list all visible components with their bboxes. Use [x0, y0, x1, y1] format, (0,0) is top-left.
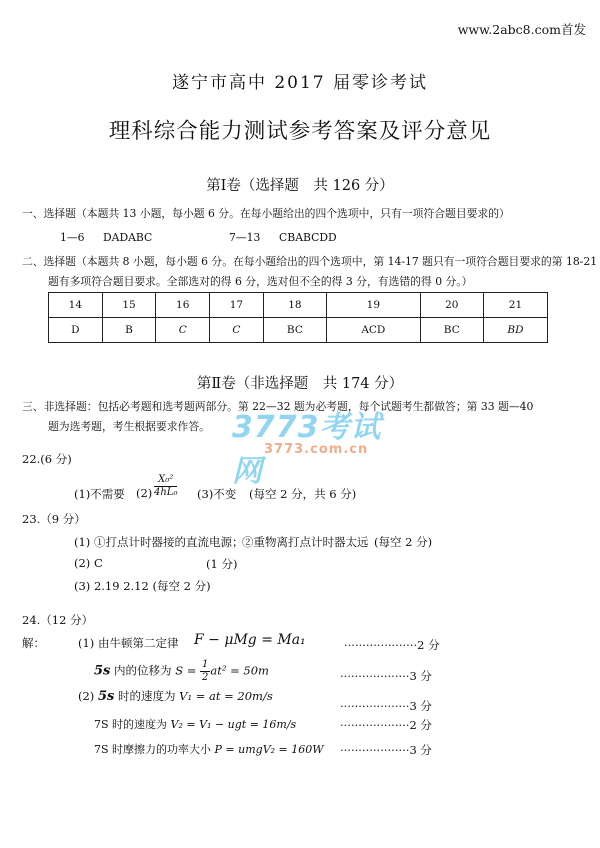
- table-cell: ACD: [327, 318, 421, 343]
- q24-step4-score: ···················2 分: [340, 718, 432, 732]
- q24-step3-eq: V₁ = at = 20m/s: [179, 689, 273, 703]
- q2-intro-line1: 二、选择题（本题共 8 小题，每小题 6 分。在每小题给出的四个选项中，第 14-17 题只有一项符合题目要求的第 18-21: [22, 255, 598, 268]
- table-cell: 15: [102, 293, 156, 318]
- q24-step2-text: 内的位移为: [110, 663, 176, 678]
- q22-answer-3: (3)不变: [197, 487, 237, 501]
- exam-title: 遂宁市高中 2017 届零诊考试: [171, 73, 429, 93]
- table-cell: 21: [483, 293, 547, 318]
- table-cell: BC: [420, 318, 483, 343]
- part1-heading: 第Ⅰ卷（选择题 共 126 分）: [206, 178, 394, 194]
- q24-step5: [94, 741, 324, 757]
- part2-heading: 第Ⅱ卷（非选择题 共 174 分）: [196, 376, 404, 392]
- q24-step2-score: ···················3 分: [340, 669, 432, 683]
- table-cell: 17: [210, 293, 264, 318]
- q22-answer-1: (1)不需要: [74, 487, 125, 501]
- q24-step3-time: 5s: [97, 689, 115, 704]
- q22-answer-2-prefix: (2): [136, 486, 153, 500]
- q24-step3-text: 时的速度为: [114, 689, 180, 703]
- q24-step4: [94, 716, 296, 732]
- q23-line1-b: ②重物离打点计时器太远: [242, 535, 369, 549]
- q24-label: 24.（12 分）: [22, 613, 94, 627]
- q24-step2-fraction: [200, 660, 210, 683]
- q22-label: 22.(6 分): [22, 452, 72, 466]
- q24-step5-score: ···················3 分: [340, 743, 432, 757]
- part2-intro-line1: 三、非选择题：包括必考题和选考题两部分。第 22—32 题为必考题，每个试题考生都做答；第 33 题—40: [22, 400, 534, 413]
- table-cell: 18: [263, 293, 326, 318]
- fraction-denominator: 4hL₀: [154, 487, 178, 498]
- q24-step2-eq-b: at² = 50m: [210, 663, 269, 678]
- table-row-numbers: [49, 293, 548, 318]
- exam-subtitle: 理科综合能力测试参考答案及评分意见: [108, 119, 492, 144]
- q24-step5-eq: P = umgV₂ = 160W: [214, 743, 324, 756]
- part2-intro-line2: 题为选考题，考生根据要求作答。: [48, 420, 210, 433]
- watermark-logo: [232, 402, 392, 489]
- q1-intro: 一、选择题（本题共 13 小题，每小题 6 分。在每小题给出的四个选项中，只有一项符合题目要求的）: [22, 207, 510, 220]
- q23-line2: (2) C: [74, 556, 103, 570]
- q24-step1-equation: F − μMg = Ma₁: [194, 632, 306, 648]
- q1-answers-b: CBABCDD: [279, 231, 337, 244]
- table-cell: 16: [156, 293, 210, 318]
- q23-line1-a: (1) ①打点计时器接的直流电源；: [74, 535, 244, 549]
- q22-score-note: (每空 2 分，共 6 分): [249, 487, 357, 501]
- table-row-answers: [49, 318, 548, 343]
- q24-step2-eq-a: S =: [175, 663, 201, 678]
- fraction-denominator: 2: [202, 672, 209, 683]
- q1-range-a: 1—6: [60, 231, 85, 244]
- table-cell: D: [49, 318, 103, 343]
- q23-line2-note: (1 分): [206, 557, 238, 571]
- q24-solution-label: 解：: [22, 636, 45, 650]
- q24-step5-text: 7S 时摩擦力的功率大小: [94, 743, 215, 756]
- watermark-url: 3773.com.cn: [264, 442, 369, 457]
- answer-table: [48, 292, 548, 343]
- q24-step1-score: ····················2 分: [344, 638, 440, 652]
- q24-step4-eq: V₂ = V₁ − ugt = 16m/s: [170, 718, 297, 731]
- source-tag: www.2abc8.com首发: [457, 22, 586, 37]
- fraction-numerator: 1: [202, 659, 209, 670]
- table-cell: 20: [420, 293, 483, 318]
- table-cell: 14: [49, 293, 103, 318]
- q1-range-b: 7—13: [229, 231, 261, 244]
- q24-step1-text: (1) 由牛顿第二定律: [78, 636, 179, 650]
- table-cell: C: [156, 318, 210, 343]
- table-cell: 19: [327, 293, 421, 318]
- q2-intro-line2: 题有多项符合题目要求。全部选对的得 6 分，选对但不全的得 3 分，有选错的得 0 分。）: [48, 275, 473, 288]
- q23-label: 23.（9 分）: [22, 512, 86, 526]
- fraction-numerator: X₀²: [154, 475, 177, 487]
- q24-step2-time: 5s: [94, 663, 111, 679]
- table-cell: BC: [263, 318, 326, 343]
- watermark-title: 3773考试网: [232, 410, 382, 489]
- q24-step4-text: 7S 时的速度为: [94, 718, 171, 731]
- q22-answer-2-fraction: [154, 475, 177, 498]
- q23-line1-note: (每空 2 分): [374, 535, 433, 549]
- q24-step2: [94, 660, 269, 683]
- q1-answers-a: DADABC: [103, 231, 153, 244]
- table-cell: B: [102, 318, 156, 343]
- q23-line3: (3) 2.19 2.12 (每空 2 分): [74, 579, 211, 593]
- q24-step3: [78, 688, 273, 704]
- q24-step3-score: ···················3 分: [340, 699, 432, 713]
- q24-step3-prefix: (2): [78, 689, 98, 703]
- table-cell: BD: [483, 318, 547, 343]
- table-cell: C: [210, 318, 264, 343]
